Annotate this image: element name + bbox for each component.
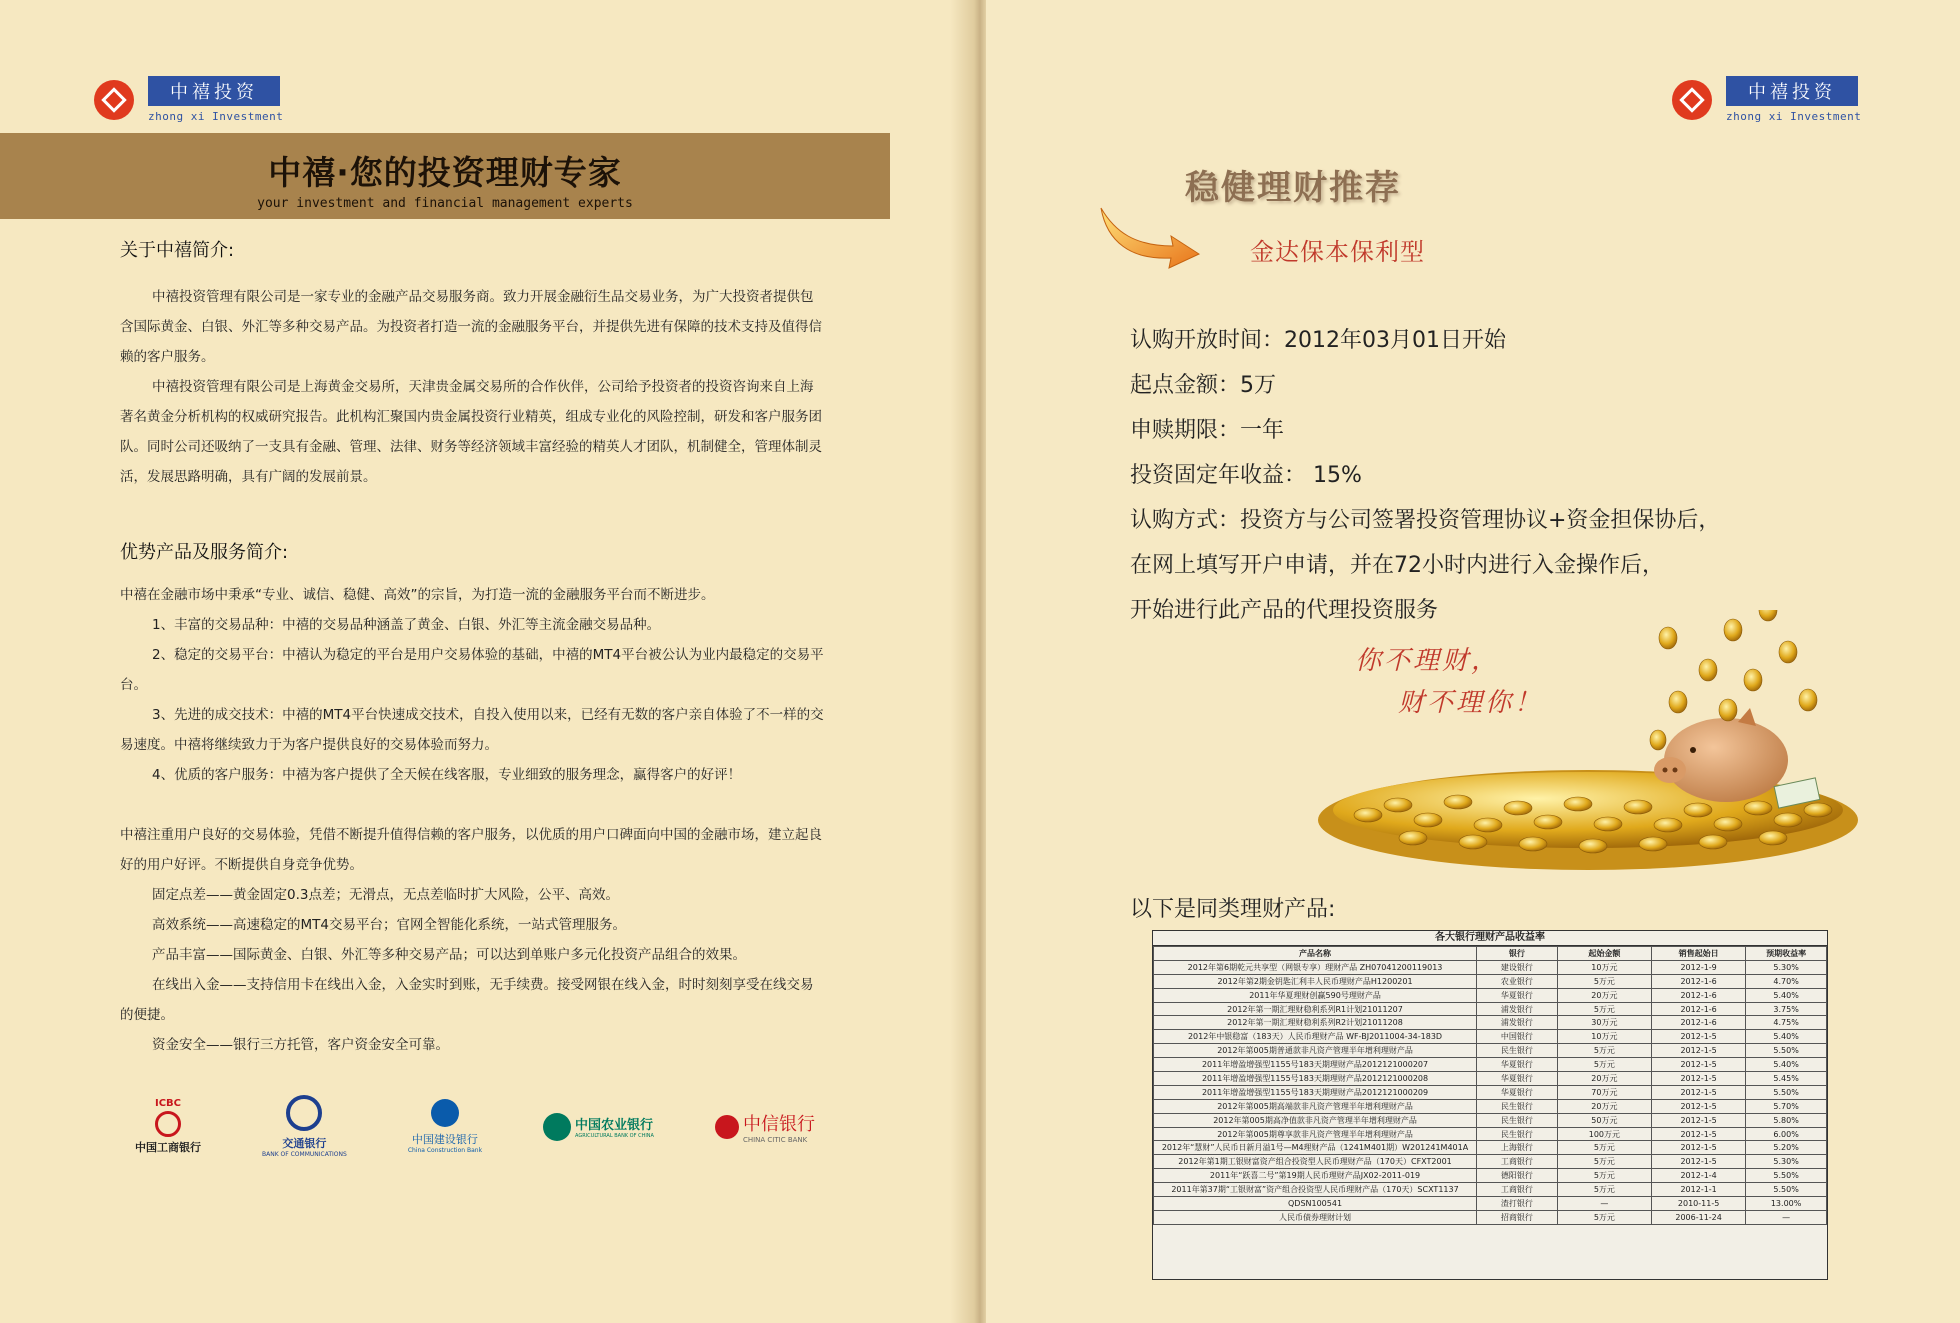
product-name-cell: 2012年中银稳富（183天）人民币理财产品 WF-BJ2011004-34-183D [1154, 1030, 1477, 1044]
bank-products-table [1152, 930, 1828, 1280]
product-name-cell: 2012年第2期金钥匙汇利丰人民币理财产品H1200201 [1154, 974, 1477, 988]
service-intro: 中禧注重用户良好的交易体验，凭借不断提升值得信赖的客户服务，以优质的用户口碑面向中国的金融市场，建立起良好的用户好评。不断提供自身竞争优势。 [120, 827, 822, 873]
start-date-cell: 2012-1-5 [1652, 1030, 1746, 1044]
min-amount-cell: 5万元 [1557, 1155, 1651, 1169]
bank-cell: 华夏银行 [1477, 988, 1558, 1002]
yield-cell: 5.50% [1746, 1044, 1827, 1058]
col-header: 银行 [1477, 947, 1558, 961]
col-header: 产品名称 [1154, 947, 1477, 961]
about-paragraph: 中禧投资管理有限公司是上海黄金交易所，天津贵金属交易所的合作伙伴，公司给予投资者的投资咨询来自上海著名黄金分析机构的权威研究报告。此机构汇聚国内贵金属投资行业精英，组成专业化的风险控制，研发和客户服务团队。同时公司还吸纳了一支具有金融、管理、法律、财务等经济领域丰富经验的精英人才团队，机制健全，管理体制灵活，发展思路明确，具有广阔的发展前景。 [120, 379, 822, 485]
bank-sub: China Construction Bank [407, 1147, 483, 1154]
min-amount-cell: 5万元 [1557, 1141, 1651, 1155]
yield-cell: 5.50% [1746, 1085, 1827, 1099]
table-row [1154, 1085, 1827, 1099]
yield-cell: — [1746, 1210, 1827, 1224]
col-header: 销售起始日 [1652, 947, 1746, 961]
yield-cell: 5.40% [1746, 988, 1827, 1002]
table-row [1154, 1155, 1827, 1169]
product-name-cell: 2012年“慧财”人民币日新月溢1号—M4理财产品（1241M401期）W201241M401A [1154, 1141, 1477, 1155]
start-date-cell: 2010-11-5 [1652, 1197, 1746, 1211]
bank-sub: ICBC [154, 1098, 182, 1109]
info-line: 开始进行此产品的代理投资服务 [1130, 598, 1439, 623]
product-item: 3、先进的成交技术：中禧的MT4平台快速成交技术，自投入使用以来，已经有无数的客户亲自体验了不一样的交易速度。中禧将继续致力于为客户提供良好的交易体验而努力。 [120, 707, 824, 753]
min-amount-cell: 20万元 [1557, 1072, 1651, 1086]
info-line: 申赎期限：一年 [1130, 418, 1285, 443]
start-date-cell: 2012-1-6 [1652, 974, 1746, 988]
product-name-cell: 2011年第37期“工银财富”资产组合投资型人民币理财产品（170天）SCXT1137 [1154, 1183, 1477, 1197]
min-amount-cell: — [1557, 1197, 1651, 1211]
bank-sub: BANK OF COMMUNICATIONS [261, 1151, 347, 1158]
icbc-icon [155, 1111, 181, 1137]
slogan-line-1: 你不理财， [1355, 646, 1501, 676]
bank-name: 中国建设银行 [411, 1133, 478, 1146]
min-amount-cell: 5万元 [1557, 1210, 1651, 1224]
company-logo [1672, 76, 1861, 123]
bank-name: 中国工商银行 [135, 1141, 201, 1154]
yield-cell: 5.30% [1746, 960, 1827, 974]
bank-cell: 渣打银行 [1477, 1197, 1558, 1211]
info-line: 认购开放时间：2012年03月01日开始 [1130, 328, 1506, 353]
ccb-icon [431, 1099, 459, 1127]
table-row [1154, 988, 1827, 1002]
yield-cell: 3.75% [1746, 1002, 1827, 1016]
start-date-cell: 2012-1-5 [1652, 1113, 1746, 1127]
left-page [0, 0, 978, 1323]
start-date-cell: 2006-11-24 [1652, 1210, 1746, 1224]
table-row [1154, 1141, 1827, 1155]
title-banner [0, 133, 890, 219]
arrow-icon [1095, 202, 1205, 272]
start-date-cell: 2012-1-5 [1652, 1155, 1746, 1169]
product-name-cell: 2012年第6期乾元共享型（网银专享）理财产品 ZH07041200119013 [1154, 960, 1477, 974]
product-subtitle: 金达保本保利型 [1250, 238, 1425, 266]
min-amount-cell: 70万元 [1557, 1085, 1651, 1099]
product-info [1130, 318, 1720, 633]
col-header: 起始金额 [1557, 947, 1651, 961]
start-date-cell: 2012-1-1 [1652, 1183, 1746, 1197]
bank-cell: 上海银行 [1477, 1141, 1558, 1155]
product-name-cell: 2012年第005期普通款非凡资产管理半年增利理财产品 [1154, 1044, 1477, 1058]
yield-cell: 5.70% [1746, 1099, 1827, 1113]
table-row [1154, 974, 1827, 988]
product-name-cell: 2012年第005期高端款非凡资产管理半年增利理财产品 [1154, 1099, 1477, 1113]
bank-cell: 工商银行 [1477, 1183, 1558, 1197]
table-row [1154, 1169, 1827, 1183]
product-name-cell: 2012年第一期汇理财稳利系列R2计划21011208 [1154, 1016, 1477, 1030]
min-amount-cell: 5万元 [1557, 1002, 1651, 1016]
yield-cell: 6.00% [1746, 1127, 1827, 1141]
bank-cell: 民生银行 [1477, 1113, 1558, 1127]
about-heading: 关于中禧简介: [120, 240, 235, 261]
table-row [1154, 1099, 1827, 1113]
bank-cell: 华夏银行 [1477, 1058, 1558, 1072]
bocom-icon [286, 1095, 322, 1131]
bank-cell: 华夏银行 [1477, 1085, 1558, 1099]
about-paragraph: 中禧投资管理有限公司是一家专业的金融产品交易服务商。致力开展金融衍生品交易业务，为广大投资者提供包含国际黄金、白银、外汇等多种交易产品。为投资者打造一流的金融服务平台，并提供先进有保障的技术支持及值得信赖的客户服务。 [120, 289, 822, 365]
similar-products-heading: 以下是同类理财产品: [1130, 897, 1336, 922]
start-date-cell: 2012-1-4 [1652, 1169, 1746, 1183]
yield-cell: 5.50% [1746, 1169, 1827, 1183]
logo-en: zhong xi Investment [1726, 110, 1862, 123]
banner-subtitle: your investment and financial management experts [257, 196, 633, 211]
service-text [120, 820, 825, 1060]
bank-cell: 招商银行 [1477, 1210, 1558, 1224]
start-date-cell: 2012-1-5 [1652, 1099, 1746, 1113]
product-item: 4、优质的客户服务：中禧为客户提供了全天候在线客服，专业细致的服务理念，赢得客户的好评！ [152, 767, 742, 783]
table-row [1154, 1044, 1827, 1058]
min-amount-cell: 5万元 [1557, 1058, 1651, 1072]
table-row [1154, 1002, 1827, 1016]
yield-cell: 4.75% [1746, 1016, 1827, 1030]
yield-cell: 5.50% [1746, 1183, 1827, 1197]
table-row [1154, 960, 1827, 974]
col-header: 预期收益率 [1746, 947, 1827, 961]
min-amount-cell: 10万元 [1557, 960, 1651, 974]
product-name-cell: 2011年“跃喜二号”第19期人民币理财产品JX02-2011-019 [1154, 1169, 1477, 1183]
product-name-cell: 2012年第一期汇理财稳利系列R1计划21011207 [1154, 1002, 1477, 1016]
min-amount-cell: 5万元 [1557, 1183, 1651, 1197]
bank-cell: 农业银行 [1477, 974, 1558, 988]
bank-cell: 浦发银行 [1477, 1016, 1558, 1030]
logo-cn: 中禧投资 [1726, 76, 1858, 106]
min-amount-cell: 100万元 [1557, 1127, 1651, 1141]
yield-cell: 5.40% [1746, 1058, 1827, 1072]
product-name-cell: 2011年华夏理财创赢590号理财产品 [1154, 988, 1477, 1002]
info-line: 在网上填写开户申请，并在72小时内进行入金操作后， [1130, 553, 1664, 578]
bank-cell: 华夏银行 [1477, 1072, 1558, 1086]
min-amount-cell: 20万元 [1557, 988, 1651, 1002]
bank-sub: AGRICULTURAL BANK OF CHINA [575, 1133, 654, 1139]
start-date-cell: 2012-1-6 [1652, 1002, 1746, 1016]
min-amount-cell: 20万元 [1557, 1099, 1651, 1113]
product-name-cell: 2012年第005期尊享款非凡资产管理半年增利理财产品 [1154, 1127, 1477, 1141]
products-intro: 中禧在金融市场中秉承“专业、诚信、稳健、高效”的宗旨，为打造一流的金融服务平台而不断进步。 [120, 587, 715, 603]
abc-icon [543, 1113, 571, 1141]
product-name-cell: 人民币债券理财计划 [1154, 1210, 1477, 1224]
bank-logo-bocom [262, 1095, 347, 1158]
products-heading: 优势产品及服务简介: [120, 542, 289, 563]
product-name-cell: 2012年第005期高净值款非凡资产管理半年增利理财产品 [1154, 1113, 1477, 1127]
bank-logo-icbc [135, 1098, 201, 1155]
table-header-row [1154, 947, 1827, 961]
bank-logo-ccb [408, 1099, 482, 1154]
min-amount-cell: 50万元 [1557, 1113, 1651, 1127]
bank-cell: 民生银行 [1477, 1044, 1558, 1058]
yield-cell: 5.40% [1746, 1030, 1827, 1044]
service-item: 在线出入金——支持信用卡在线出入金，入金实时到账，无手续费。接受网银在线入金，时时刻刻享受在线交易的便捷。 [120, 977, 814, 1023]
citic-icon [715, 1115, 739, 1139]
products-table [1153, 946, 1827, 1225]
table-row [1154, 1210, 1827, 1224]
bank-cell: 民生银行 [1477, 1127, 1558, 1141]
min-amount-cell: 5万元 [1557, 974, 1651, 988]
service-item: 高效系统——高速稳定的MT4交易平台；官网全智能化系统，一站式管理服务。 [152, 917, 626, 933]
start-date-cell: 2012-1-5 [1652, 1085, 1746, 1099]
info-line: 起点金额：5万 [1130, 373, 1276, 398]
bank-cell: 民生银行 [1477, 1099, 1558, 1113]
table-row [1154, 1072, 1827, 1086]
bank-cell: 浦发银行 [1477, 1002, 1558, 1016]
about-text [120, 282, 825, 492]
start-date-cell: 2012-1-5 [1652, 1072, 1746, 1086]
logo-cn: 中禧投资 [148, 76, 280, 106]
logo-icon [94, 80, 134, 120]
bank-cell: 中国银行 [1477, 1030, 1558, 1044]
service-item: 资金安全——银行三方托管，客户资金安全可靠。 [152, 1037, 449, 1053]
min-amount-cell: 5万元 [1557, 1044, 1651, 1058]
table-row [1154, 1197, 1827, 1211]
bank-logo-citic [715, 1110, 815, 1144]
bank-name: 交通银行 [282, 1137, 327, 1150]
yield-cell: 13.00% [1746, 1197, 1827, 1211]
start-date-cell: 2012-1-5 [1652, 1058, 1746, 1072]
table-row [1154, 1016, 1827, 1030]
slogan-line-2: 财不理你！ [1398, 688, 1544, 718]
start-date-cell: 2012-1-5 [1652, 1127, 1746, 1141]
service-item: 产品丰富——国际黄金、白银、外汇等多种交易产品；可以达到单账户多元化投资产品组合的效果。 [152, 947, 746, 963]
min-amount-cell: 30万元 [1557, 1016, 1651, 1030]
start-date-cell: 2012-1-5 [1652, 1141, 1746, 1155]
partner-banks [135, 1095, 815, 1158]
yield-cell: 5.20% [1746, 1141, 1827, 1155]
product-name-cell: 2012年第1期工银财富资产组合投资型人民币理财产品（170天）CFXT2001 [1154, 1155, 1477, 1169]
product-item: 2、稳定的交易平台：中禧认为稳定的平台是用户交易体验的基础，中禧的MT4平台被公认为业内最稳定的交易平台。 [120, 647, 824, 693]
bank-cell: 德阳银行 [1477, 1169, 1558, 1183]
bank-name: 中信银行 [742, 1113, 815, 1135]
table-row [1154, 1030, 1827, 1044]
start-date-cell: 2012-1-9 [1652, 960, 1746, 974]
logo-en: zhong xi Investment [148, 110, 284, 123]
service-item: 固定点差——黄金固定0.3点差；无滑点，无点差临时扩大风险，公平、高效。 [152, 887, 619, 903]
info-line: 认购方式：投资方与公司签署投资管理协议+资金担保协后， [1130, 508, 1721, 533]
banner-title: 中禧·您的投资理财专家 [268, 153, 622, 192]
start-date-cell: 2012-1-5 [1652, 1044, 1746, 1058]
table-row [1154, 1127, 1827, 1141]
recommend-title: 稳健理财推荐 [1185, 168, 1401, 208]
table-body [1154, 960, 1827, 1224]
bank-logo-abc [543, 1113, 654, 1141]
product-name-cell: 2011年增盈增强型1155号183天期理财产品2012121000209 [1154, 1085, 1477, 1099]
min-amount-cell: 5万元 [1557, 1169, 1651, 1183]
table-row [1154, 1058, 1827, 1072]
bank-sub: CHINA CITIC BANK [742, 1135, 808, 1144]
info-line: 投资固定年收益： 15% [1130, 463, 1362, 488]
start-date-cell: 2012-1-6 [1652, 988, 1746, 1002]
product-name-cell: 2011年增盈增强型1155号183天期理财产品2012121000208 [1154, 1072, 1477, 1086]
company-logo [94, 76, 283, 123]
bank-cell: 建设银行 [1477, 960, 1558, 974]
min-amount-cell: 10万元 [1557, 1030, 1651, 1044]
product-item: 1、丰富的交易品种：中禧的交易品种涵盖了黄金、白银、外汇等主流金融交易品种。 [152, 617, 661, 633]
bank-name: 中国农业银行 [575, 1118, 654, 1133]
yield-cell: 5.45% [1746, 1072, 1827, 1086]
table-title: 各大银行理财产品收益率 [1153, 931, 1827, 946]
products-text [120, 580, 825, 790]
product-name-cell: QDSN100541 [1154, 1197, 1477, 1211]
yield-cell: 4.70% [1746, 974, 1827, 988]
yield-cell: 5.30% [1746, 1155, 1827, 1169]
start-date-cell: 2012-1-6 [1652, 1016, 1746, 1030]
table-row [1154, 1183, 1827, 1197]
yield-cell: 5.80% [1746, 1113, 1827, 1127]
table-row [1154, 1113, 1827, 1127]
bank-cell: 工商银行 [1477, 1155, 1558, 1169]
logo-icon [1672, 80, 1712, 120]
product-name-cell: 2011年增盈增强型1155号183天期理财产品2012121000207 [1154, 1058, 1477, 1072]
